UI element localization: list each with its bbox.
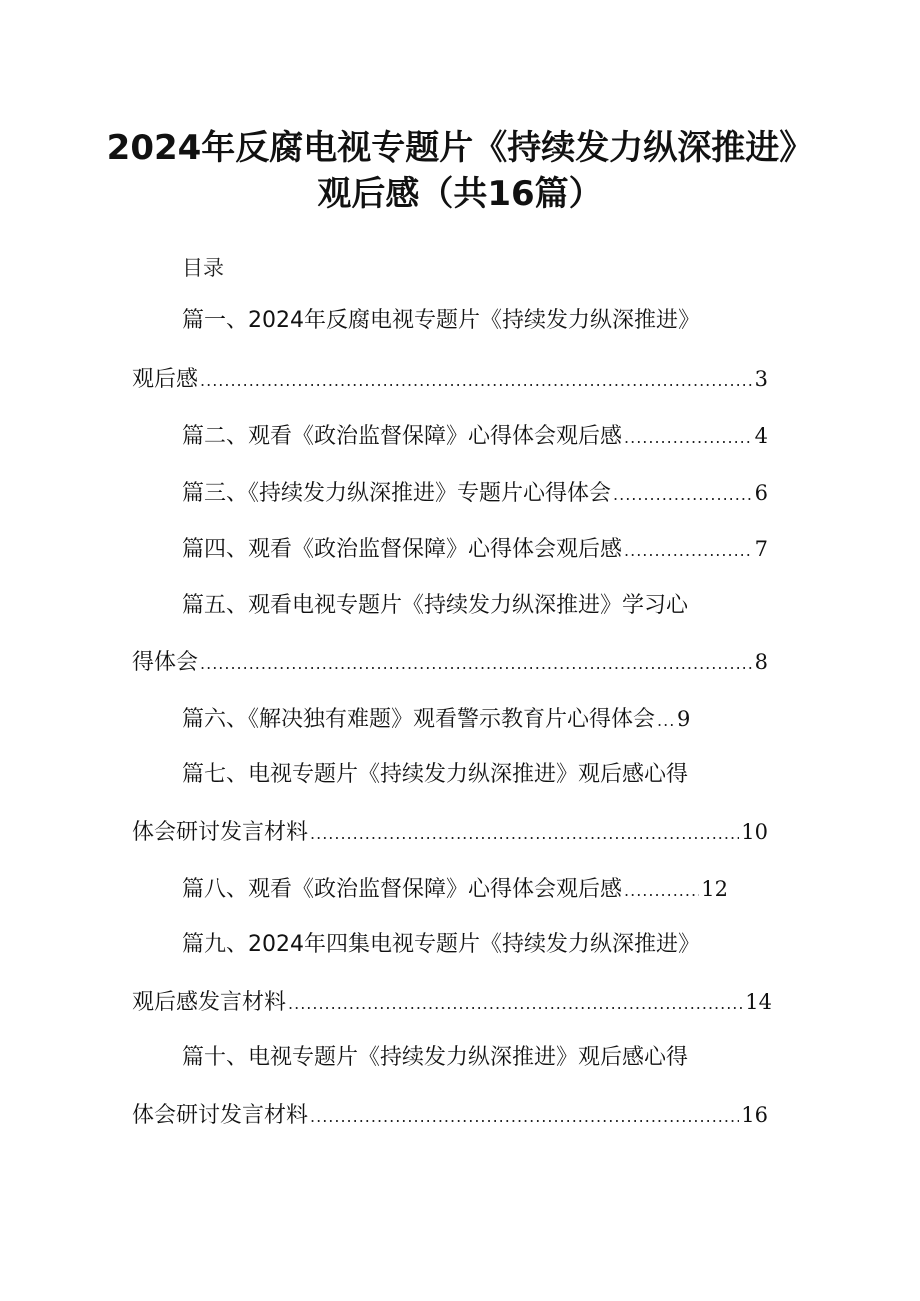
toc-entry-text: 观后感发言材料 [132,990,287,1015]
toc-entry-9[interactable] [132,987,772,1019]
toc-page-number: 12 [701,877,728,901]
leader-dots [200,649,753,679]
toc-entry-text: 观后感 [132,367,199,392]
toc-entry-text: 篇二、观看《政治监督保障》心得体会观后感 [182,424,623,449]
toc-entry-5-line-1[interactable]: 篇五、观看电视专题片《持续发力纵深推进》学习心 [182,593,689,618]
toc-page-number: 8 [754,650,768,674]
leader-dots [624,423,753,453]
toc-entry-9-line-1[interactable]: 篇九、2024年四集电视专题片《持续发力纵深推进》 [182,932,700,957]
toc-entry-text: 篇六、《解决独有难题》观看警示教育片心得体会 [182,707,656,732]
toc-entry-7-line-1[interactable]: 篇七、电视专题片《持续发力纵深推进》观后感心得 [182,762,689,787]
toc-page-number: 7 [754,537,768,561]
toc-entry-8[interactable] [182,874,728,906]
leader-dots [200,366,753,396]
toc-entry-text: 体会研讨发言材料 [132,820,309,845]
toc-page-number: 9 [677,707,691,731]
toc-entry-7[interactable] [132,817,768,849]
document-title-line-1: 2024年反腐电视专题片《持续发力纵深推进》 [106,128,814,168]
toc-entry-text: 篇四、观看《政治监督保障》心得体会观后感 [182,537,623,562]
toc-entry-text: 篇三、《持续发力纵深推进》专题片心得体会 [182,481,612,506]
leader-dots [288,989,743,1019]
toc-page-number: 16 [741,1103,768,1127]
toc-page-number: 4 [754,424,768,448]
leader-dots [657,706,675,736]
leader-dots [310,819,739,849]
toc-entry-3[interactable] [182,478,768,510]
document-title-line-2: 观后感（共16篇） [317,174,603,214]
toc-page-number: 10 [741,820,768,844]
toc-entry-1-line-1[interactable]: 篇一、2024年反腐电视专题片《持续发力纵深推进》 [182,308,700,333]
toc-entry-10[interactable] [132,1100,768,1132]
toc-entry-6[interactable] [182,704,768,736]
toc-entry-10-line-1[interactable]: 篇十、电视专题片《持续发力纵深推进》观后感心得 [182,1045,689,1070]
toc-page-number: 3 [754,367,768,391]
toc-entry-text: 体会研讨发言材料 [132,1103,309,1128]
toc-heading: 目录 [182,256,224,280]
toc-entry-4[interactable] [182,534,768,566]
toc-entry-2[interactable] [182,421,768,453]
leader-dots [624,536,753,566]
toc-page-number: 14 [745,990,772,1014]
toc-page-number: 6 [754,481,768,505]
toc-entry-text: 篇八、观看《政治监督保障》心得体会观后感 [182,877,623,902]
toc-entry-text: 得体会 [132,650,199,675]
leader-dots [310,1102,739,1132]
leader-dots [624,876,699,906]
toc-entry-1[interactable] [132,364,768,396]
toc-entry-5[interactable] [132,647,768,679]
leader-dots [613,480,753,510]
